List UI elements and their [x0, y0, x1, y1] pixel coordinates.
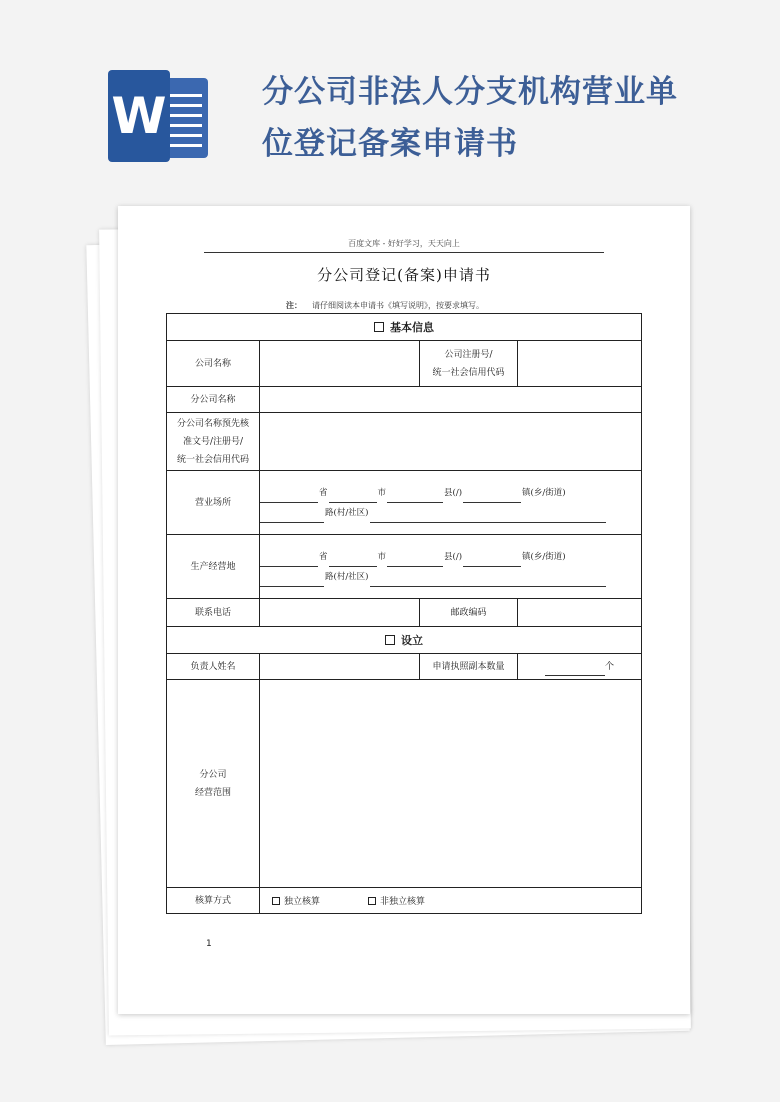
postal-code-field[interactable] — [518, 599, 642, 627]
town-label: 镇(乡/街道) — [522, 551, 566, 562]
reg-no-field[interactable] — [518, 341, 642, 387]
branch-name-label: 分公司名称 — [167, 387, 260, 413]
section-setup — [167, 627, 642, 654]
checkbox-icon[interactable] — [368, 897, 376, 905]
business-scope-line1: 分公司 — [199, 769, 227, 780]
reg-no-label-line2: 统一社会信用代码 — [432, 367, 505, 378]
preapproval-line2: 准文号/注册号/ — [182, 436, 244, 447]
business-place-address[interactable] — [260, 471, 642, 535]
page-number: 1 — [206, 939, 212, 949]
reg-no-label — [420, 341, 518, 387]
form-note — [286, 300, 646, 311]
production-place-label: 生产经营地 — [167, 535, 260, 599]
word-icon — [108, 70, 208, 162]
checkbox-icon[interactable] — [374, 322, 384, 332]
note-text: 请仔细阅读本申请书《填写说明》，按要求填写。 — [312, 301, 484, 310]
manager-name-label: 负责人姓名 — [167, 654, 260, 680]
company-name-label: 公司名称 — [167, 341, 260, 387]
option-non-independent-label: 非独立核算 — [380, 897, 426, 907]
town-label: 镇(乡/街道) — [522, 487, 566, 498]
section-basic-label: 基本信息 — [390, 321, 434, 334]
option-independent[interactable] — [272, 894, 320, 907]
checkbox-icon[interactable] — [385, 635, 395, 645]
business-place-label: 营业场所 — [167, 471, 260, 535]
business-scope-field[interactable] — [260, 680, 642, 888]
county-label: 县(/) — [444, 551, 463, 562]
phone-label: 联系电话 — [167, 599, 260, 627]
header-rule — [204, 252, 604, 253]
preapproval-label — [167, 413, 260, 471]
phone-field[interactable] — [260, 599, 420, 627]
section-basic-info — [167, 314, 642, 341]
option-independent-label: 独立核算 — [284, 897, 321, 907]
form-title: 分公司登记(备案)申请书 — [317, 266, 491, 284]
application-form — [166, 313, 642, 914]
word-icon-badge: W — [108, 70, 170, 162]
checkbox-icon[interactable] — [272, 897, 280, 905]
branch-name-field[interactable] — [260, 387, 642, 413]
city-label: 市 — [377, 487, 387, 498]
province-label: 省 — [319, 551, 328, 562]
business-scope-label — [167, 680, 260, 888]
preapproval-line1: 分公司名称预先核 — [176, 418, 249, 429]
preapproval-field[interactable] — [260, 413, 642, 471]
document-page — [118, 206, 690, 1014]
page-title: 分公司非法人分支机构营业单位登记备案申请书 — [262, 74, 678, 162]
production-place-address[interactable] — [260, 535, 642, 599]
city-label: 市 — [377, 551, 387, 562]
reg-no-label-line1: 公司注册号/ — [444, 349, 493, 360]
company-name-field[interactable] — [260, 341, 420, 387]
preapproval-line3: 统一社会信用代码 — [176, 454, 249, 465]
road-label: 路(村/社区) — [325, 571, 369, 582]
province-label: 省 — [319, 487, 328, 498]
accounting-method-options — [260, 888, 642, 914]
option-non-independent[interactable] — [368, 894, 425, 907]
note-label: 注： — [286, 300, 302, 310]
manager-name-field[interactable] — [260, 654, 420, 680]
copies-field[interactable] — [518, 654, 642, 680]
postal-code-label: 邮政编码 — [420, 599, 518, 627]
county-label: 县(/) — [444, 487, 463, 498]
document-header: 百度文库 - 好好学习，天天向上 — [348, 239, 460, 248]
copies-label: 申请执照副本数量 — [420, 654, 518, 680]
copies-unit: 个 — [604, 661, 614, 672]
accounting-method-label: 核算方式 — [167, 888, 260, 914]
section-setup-label: 设立 — [401, 634, 423, 647]
road-label: 路(村/社区) — [325, 507, 369, 518]
business-scope-line2: 经营范围 — [194, 787, 231, 798]
